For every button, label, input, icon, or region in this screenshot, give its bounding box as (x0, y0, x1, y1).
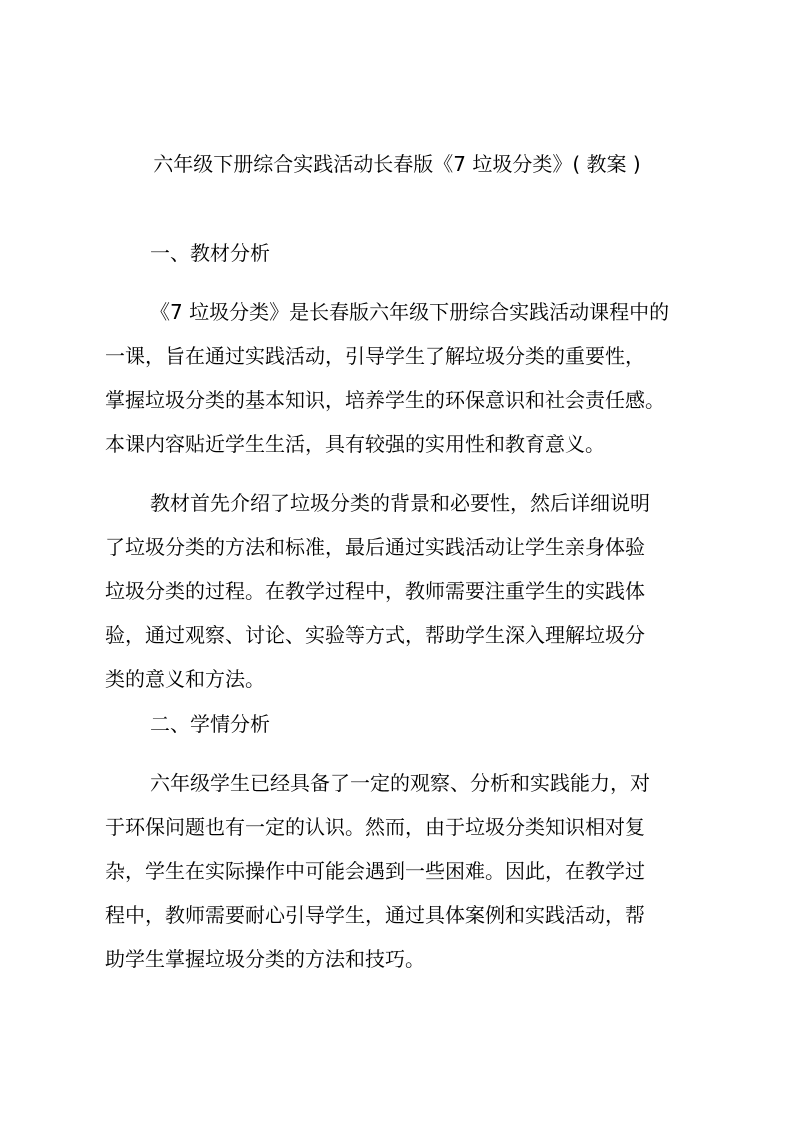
paragraph-line: 本课内容贴近学生生活，具有较强的实用性和教育意义。 (105, 432, 605, 456)
document-title: 六年级下册综合实践活动长春版《7 垃圾分类》( 教案 ) (153, 152, 641, 176)
paragraph-line: 一课，旨在通过实践活动，引导学生了解垃圾分类的重要性， (105, 344, 645, 368)
paragraph-line: 于环保问题也有一定的认识。然而，由于垃圾分类知识相对复 (105, 815, 645, 839)
paragraph-line: 验，通过观察、讨论、实验等方式，帮助学生深入理解垃圾分 (105, 623, 645, 647)
paragraph-line: 掌握垃圾分类的基本知识，培养学生的环保意识和社会责任感。 (105, 388, 665, 412)
paragraph-line: 杂，学生在实际操作中可能会遇到一些困难。因此，在教学过 (105, 859, 645, 883)
paragraph-line: 垃圾分类的过程。在教学过程中，教师需要注重学生的实践体 (105, 579, 645, 603)
paragraph-line: 教材首先介绍了垃圾分类的背景和必要性，然后详细说明 (150, 491, 650, 515)
section-heading-textbook-analysis: 一、教材分析 (150, 241, 270, 265)
paragraph-line: 程中，教师需要耐心引导学生，通过具体案例和实践活动，帮 (105, 903, 645, 927)
paragraph-line: 六年级学生已经具备了一定的观察、分析和实践能力，对 (150, 771, 650, 795)
paragraph-line: 《7 垃圾分类》是长春版六年级下册综合实践活动课程中的 (150, 300, 670, 324)
paragraph-line: 助学生掌握垃圾分类的方法和技巧。 (105, 947, 425, 971)
section-heading-student-analysis: 二、学情分析 (150, 712, 270, 736)
paragraph-line: 类的意义和方法。 (105, 667, 265, 691)
paragraph-line: 了垃圾分类的方法和标准，最后通过实践活动让学生亲身体验 (105, 535, 645, 559)
